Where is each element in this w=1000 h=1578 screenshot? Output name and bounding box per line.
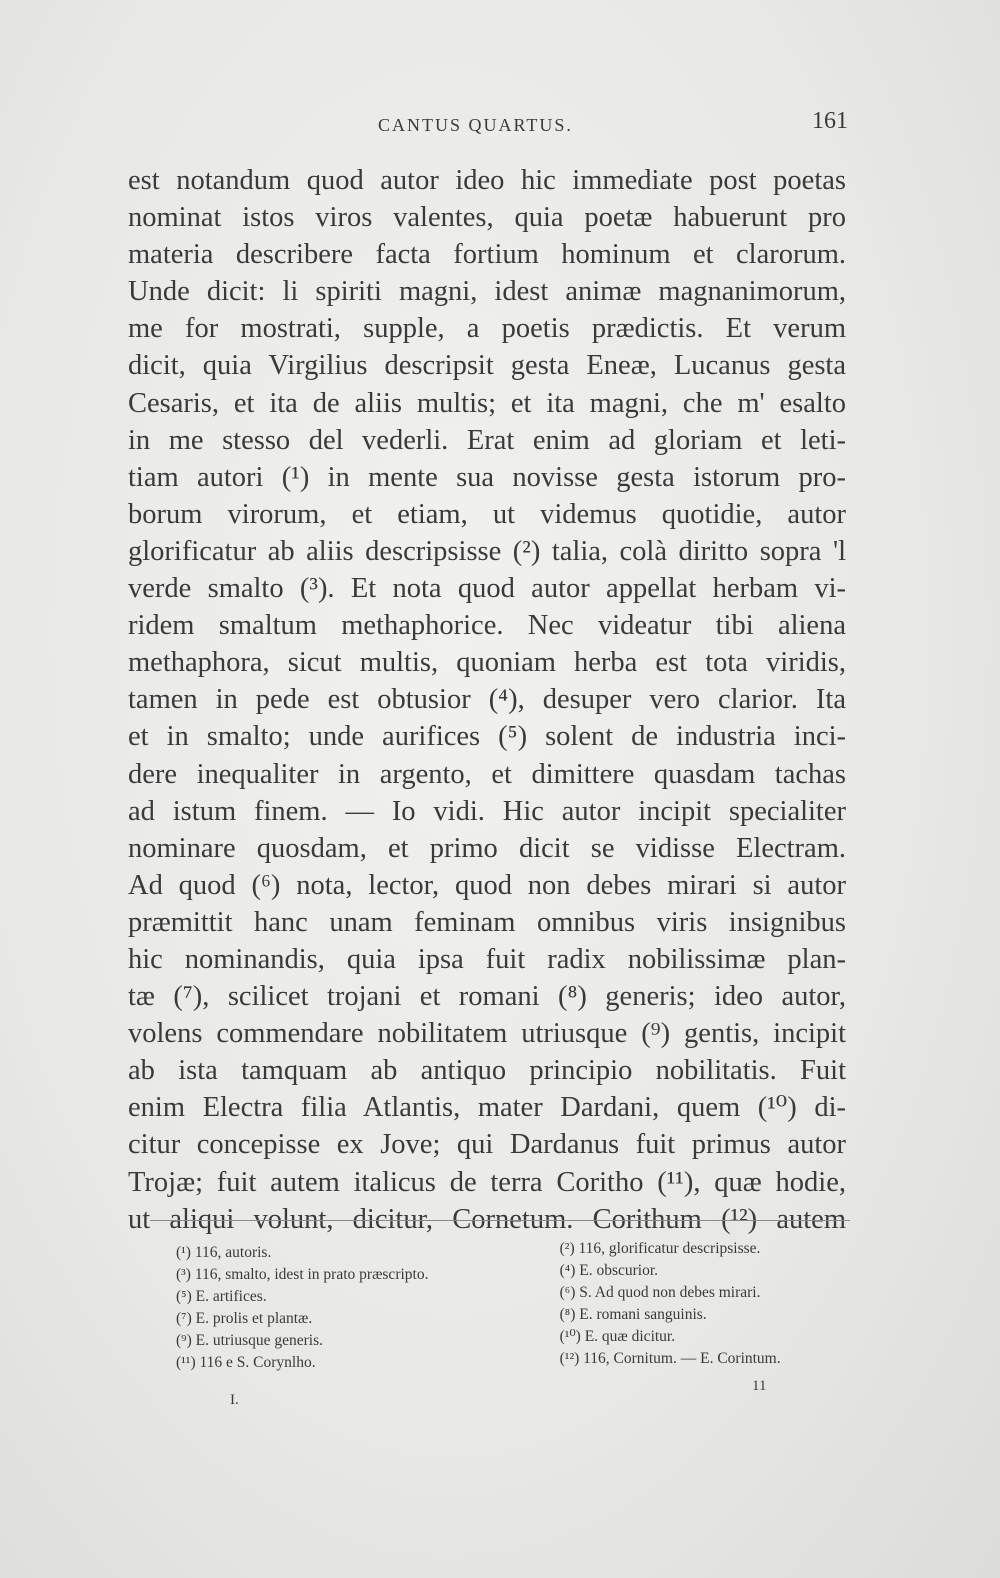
signature-mark: I. (230, 1392, 239, 1408)
footnote: (⁸) E. romani sanguinis. (559, 1306, 707, 1323)
text-line: tiam autori (¹) in mente sua novisse gesta istorum pro- (128, 461, 846, 493)
text-line: Trojæ; fuit autem italicus de terra Coritho (¹¹), quæ hodie, (128, 1166, 846, 1198)
footnote: (³) 116, smalto, idest in prato præscripto. (176, 1266, 429, 1283)
footnotes-right-column (560, 1238, 856, 1374)
footnote: (⁴) E. obscurior. (559, 1262, 659, 1279)
footnote-rule (150, 1220, 850, 1221)
text-line: dicit, quia Virgilius descripsit gesta Eneæ, Lucanus gesta (128, 350, 846, 382)
page-number: 161 (812, 108, 848, 134)
text-line: glorificatur ab aliis descripsisse (²) talia, colà diritto sopra 'l (128, 535, 846, 567)
footnote: (¹²) 116, Cornitum. — E. Corintum. (559, 1350, 781, 1367)
text-line: verde smalto (³). Et nota quod autor appellat herbam vi- (128, 573, 846, 605)
footnote: (¹¹) 116 e S. Corynlho. (176, 1354, 316, 1371)
text-line: Cesaris, et ita de aliis multis; et ita magni, che m' esalto (128, 387, 846, 419)
text-line: Unde dicit: li spiriti magni, idest animæ magnanimorum, (128, 276, 846, 308)
footnote: (⁷) E. prolis et plantæ. (176, 1310, 313, 1327)
text-line: Ad quod (⁶) nota, lector, quod non debes mirari si autor (128, 869, 846, 901)
text-line: borum virorum, et etiam, ut videmus quotidie, autor (128, 498, 846, 530)
footnote: (¹⁰) E. quæ dicitur. (559, 1328, 676, 1345)
text-line: nominare quosdam, et primo dicit se vidisse Electram. (128, 832, 846, 864)
text-line: ad istum finem. — Io vidi. Hic autor incipit specialiter (128, 795, 846, 827)
text-line: enim Electra filia Atlantis, mater Dardani, quem (¹⁰) di- (128, 1092, 846, 1124)
text-line: ut aliqui volunt, dicitur, Cornetum. Corithum (¹²) autem (128, 1203, 846, 1235)
text-line: hic nominandis, quia ipsa fuit radix nobilissimæ plan- (128, 943, 846, 975)
footnotes-left-column (176, 1242, 532, 1374)
running-title: CANTUS QUARTUS. (378, 115, 573, 135)
text-line: in me stesso del vederli. Erat enim ad gloriam et leti- (128, 424, 846, 456)
text-line: dere inequaliter in argento, et dimittere quasdam tachas (128, 758, 846, 790)
text-line: methaphora, sicut multis, quoniam herba est tota viridis, (128, 647, 846, 679)
text-line: volens commendare nobilitatem utriusque (⁹) gentis, incipit (128, 1018, 846, 1050)
text-line: ab ista tamquam ab antiquo principio nobilitatis. Fuit (128, 1055, 846, 1087)
text-line: est notandum quod autor ideo hic immediate post poetas (128, 165, 846, 196)
footnote: (²) 116, glorificatur descripsisse. (559, 1240, 761, 1257)
text-line: præmittit hanc unam feminam omnibus viris insignibus (128, 906, 846, 938)
footnotes (176, 1242, 856, 1374)
text-line: tæ (⁷), scilicet trojani et romani (⁸) generis; ideo autor, (128, 981, 846, 1013)
footnote: (⁵) E. artifices. (176, 1288, 267, 1305)
text-line: et in smalto; unde aurifices (⁵) solent de industria inci- (128, 721, 846, 753)
footnote: (⁶) S. Ad quod non debes mirari. (559, 1284, 761, 1301)
text-line: citur concepisse ex Jove; qui Dardanus fuit primus autor (128, 1129, 846, 1161)
text-line: tamen in pede est obtusior (⁴), desuper vero clarior. Ita (128, 684, 846, 716)
footnote: (⁹) E. utriusque generis. (176, 1332, 324, 1349)
sheet-number: 11 (752, 1378, 767, 1394)
text-line: nominat istos viros valentes, quia poetæ habuerunt pro (128, 202, 846, 234)
footnote: (¹) 116, autoris. (176, 1244, 272, 1261)
body-text (128, 162, 846, 1238)
text-line: ridem smaltum methaphorice. Nec videatur tibi aliena (128, 610, 846, 642)
text-line: materia describere facta fortium hominum et clarorum. (128, 239, 846, 271)
text-line: me for mostrati, supple, a poetis prædictis. Et verum (128, 313, 846, 345)
